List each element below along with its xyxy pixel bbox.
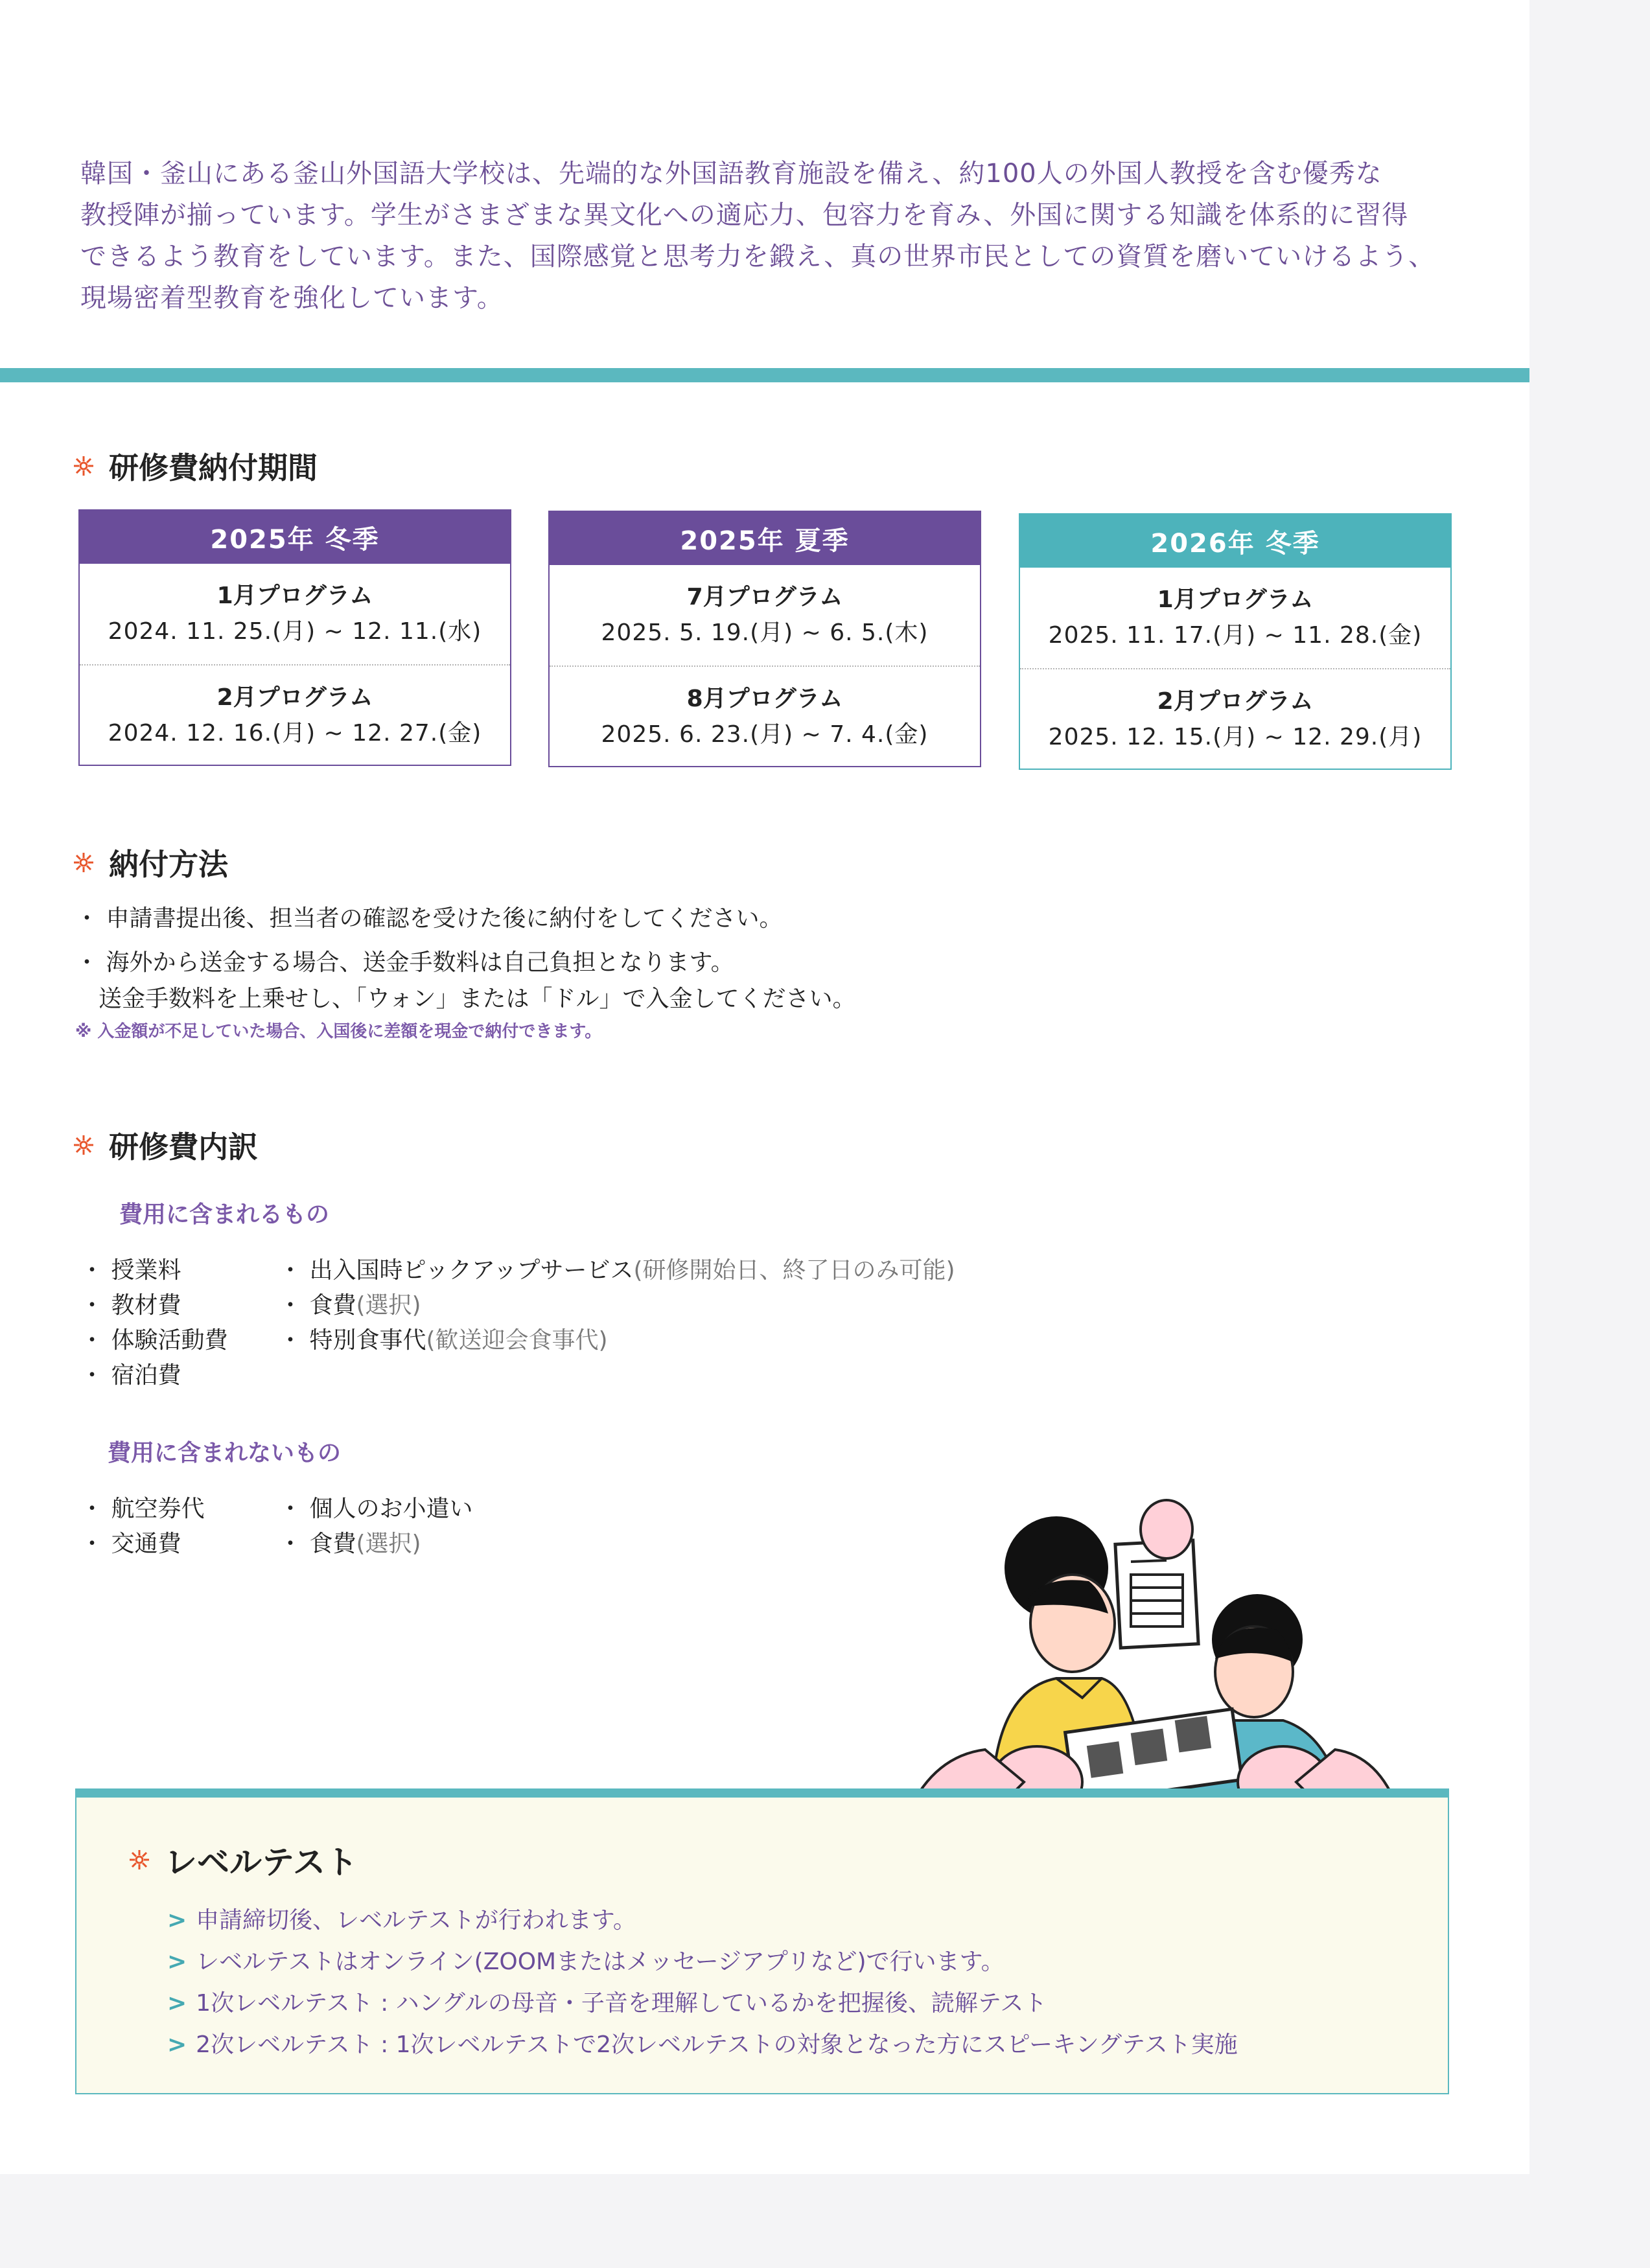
list-item	[167, 1900, 1238, 1941]
list-item: ・ 教材費	[80, 1292, 181, 1319]
payment-period-heading	[73, 445, 318, 487]
level-test-box	[75, 1788, 1449, 2094]
program-name: 1月プログラム	[1157, 586, 1314, 613]
program-date: 2025. 11. 17.(月) ~ 11. 28.(金)	[1048, 621, 1423, 649]
intro-paragraph	[80, 153, 1539, 319]
list-item	[167, 2024, 1238, 2066]
list-item	[279, 1323, 955, 1358]
list-item-text: 申請締切後、レベルテストが行われます。	[196, 1907, 636, 1934]
chevron-right-icon: >	[167, 1990, 187, 2017]
chevron-right-icon: >	[167, 1907, 187, 1934]
period-card-2026-winter	[1019, 513, 1452, 770]
program-name: 1月プログラム	[216, 582, 373, 609]
list-item: ・ 海外から送金する場合、送金手数料は自己負担となります。	[75, 949, 734, 976]
list-item: 送金手数料を上乗せし、「ウォン」または「ドル」で入金してください。	[99, 986, 856, 1012]
program-block	[550, 667, 980, 767]
flower-icon	[128, 1849, 150, 1871]
program-date: 2024. 11. 25.(月) ~ 12. 11.(水)	[108, 618, 482, 645]
list-item: ・ 申請書提出後、担当者の確認を受けた後に納付をしてください。	[75, 905, 783, 932]
program-name: 7月プログラム	[686, 583, 843, 610]
program-block	[1020, 669, 1450, 770]
program-date: 2025. 5. 19.(月) ~ 6. 5.(木)	[601, 619, 929, 646]
list-item-note: (選択)	[356, 1292, 421, 1319]
flower-icon	[73, 1134, 95, 1156]
excluded-list-left	[80, 1492, 204, 1562]
period-card-2025-winter	[78, 509, 511, 766]
flower-icon	[73, 851, 95, 874]
list-item: ・ 授業料	[80, 1257, 181, 1284]
period-card-2025-summer	[548, 511, 981, 767]
program-name: 8月プログラム	[686, 685, 843, 712]
intro-line: 韓国・釜山にある釜山外国語大学校は、先端的な外国語教育施設を備え、約100人の外国人教授を含む優秀な	[80, 159, 1382, 189]
program-date: 2025. 12. 15.(月) ~ 12. 29.(月)	[1048, 723, 1423, 750]
list-item	[279, 1492, 472, 1527]
excluded-subheading: 費用に含まれないもの	[108, 1440, 342, 1466]
payment-note: ※ 入金額が不足していた場合、入国後に差額を現金で納付できます。	[75, 1022, 602, 1041]
level-test-heading	[128, 1836, 358, 1883]
included-subheading: 費用に含まれるもの	[119, 1201, 330, 1228]
chevron-right-icon: >	[167, 2031, 187, 2058]
card-header: 2025年 夏季	[550, 512, 980, 565]
list-item	[279, 1288, 955, 1323]
section-title-text: レベルテスト	[165, 1844, 358, 1881]
program-block	[80, 564, 510, 665]
payment-method-heading	[73, 841, 228, 884]
list-item-note: (歓送迎会食事代)	[426, 1327, 608, 1354]
list-item: ・ 交通費	[80, 1531, 181, 1557]
fee-breakdown-heading	[73, 1124, 258, 1166]
list-item-text: ・ 食費	[279, 1292, 356, 1319]
intro-line: 現場密着型教育を強化しています。	[80, 283, 504, 313]
students-illustration	[894, 1477, 1413, 1840]
flower-icon	[73, 455, 95, 477]
section-divider	[0, 368, 1529, 382]
list-item: ・ 宿泊費	[80, 1362, 181, 1389]
program-name: 2月プログラム	[1157, 688, 1314, 715]
list-item-text: ・ 個人のお小遣い	[279, 1496, 473, 1522]
program-date: 2025. 6. 23.(月) ~ 7. 4.(金)	[601, 721, 929, 748]
list-item-note: (選択)	[356, 1531, 421, 1557]
payment-method-list	[75, 901, 856, 1046]
list-item	[279, 1253, 955, 1288]
program-name: 2月プログラム	[216, 684, 373, 711]
level-test-list	[167, 1900, 1238, 2066]
chevron-right-icon: >	[167, 1949, 187, 1975]
program-block	[1020, 568, 1450, 669]
list-item: ・ 航空券代	[80, 1496, 205, 1522]
list-item	[279, 1527, 472, 1562]
program-block	[550, 565, 980, 667]
list-item	[167, 1941, 1238, 1983]
list-item-text: レベルテストはオンライン(ZOOMまたはメッセージアプリなど)で行います。	[196, 1949, 1005, 1975]
list-item	[167, 1983, 1238, 2024]
card-header: 2026年 冬季	[1020, 515, 1450, 568]
list-item-text: ・ 食費	[279, 1531, 356, 1557]
program-date: 2024. 12. 16.(月) ~ 12. 27.(金)	[108, 719, 482, 746]
section-title-text: 研修費内訳	[109, 1129, 258, 1164]
list-item-text: ・ 特別食事代	[279, 1327, 426, 1354]
intro-line: 教授陣が揃っています。学生がさまざまな異文化への適応力、包容力を育み、外国に関する知識を体系的に習得	[80, 200, 1409, 230]
list-item-text: 2次レベルテスト : 1次レベルテストで2次レベルテストの対象となった方にスピーキングテスト実施	[196, 2031, 1238, 2058]
list-item-text: 1次レベルテスト : ハングルの母音・子音を理解しているかを把握後、読解テスト	[196, 1990, 1047, 2017]
intro-line: できるよう教育をしています。また、国際感覚と思考力を鍛え、真の世界市民としての資質を磨いていけるよう、	[80, 242, 1435, 272]
section-title-text: 研修費納付期間	[109, 450, 318, 485]
list-item: ・ 体験活動費	[80, 1327, 228, 1354]
included-list-right	[279, 1253, 955, 1358]
list-item-note: (研修開始日、終了日のみ可能)	[633, 1257, 955, 1284]
list-item-text: ・ 出入国時ピックアップサービス	[279, 1257, 634, 1284]
included-list-left	[80, 1253, 227, 1393]
card-header: 2025年 冬季	[80, 511, 510, 564]
excluded-list-right	[279, 1492, 472, 1562]
program-block	[80, 665, 510, 766]
section-title-text: 納付方法	[109, 847, 228, 882]
